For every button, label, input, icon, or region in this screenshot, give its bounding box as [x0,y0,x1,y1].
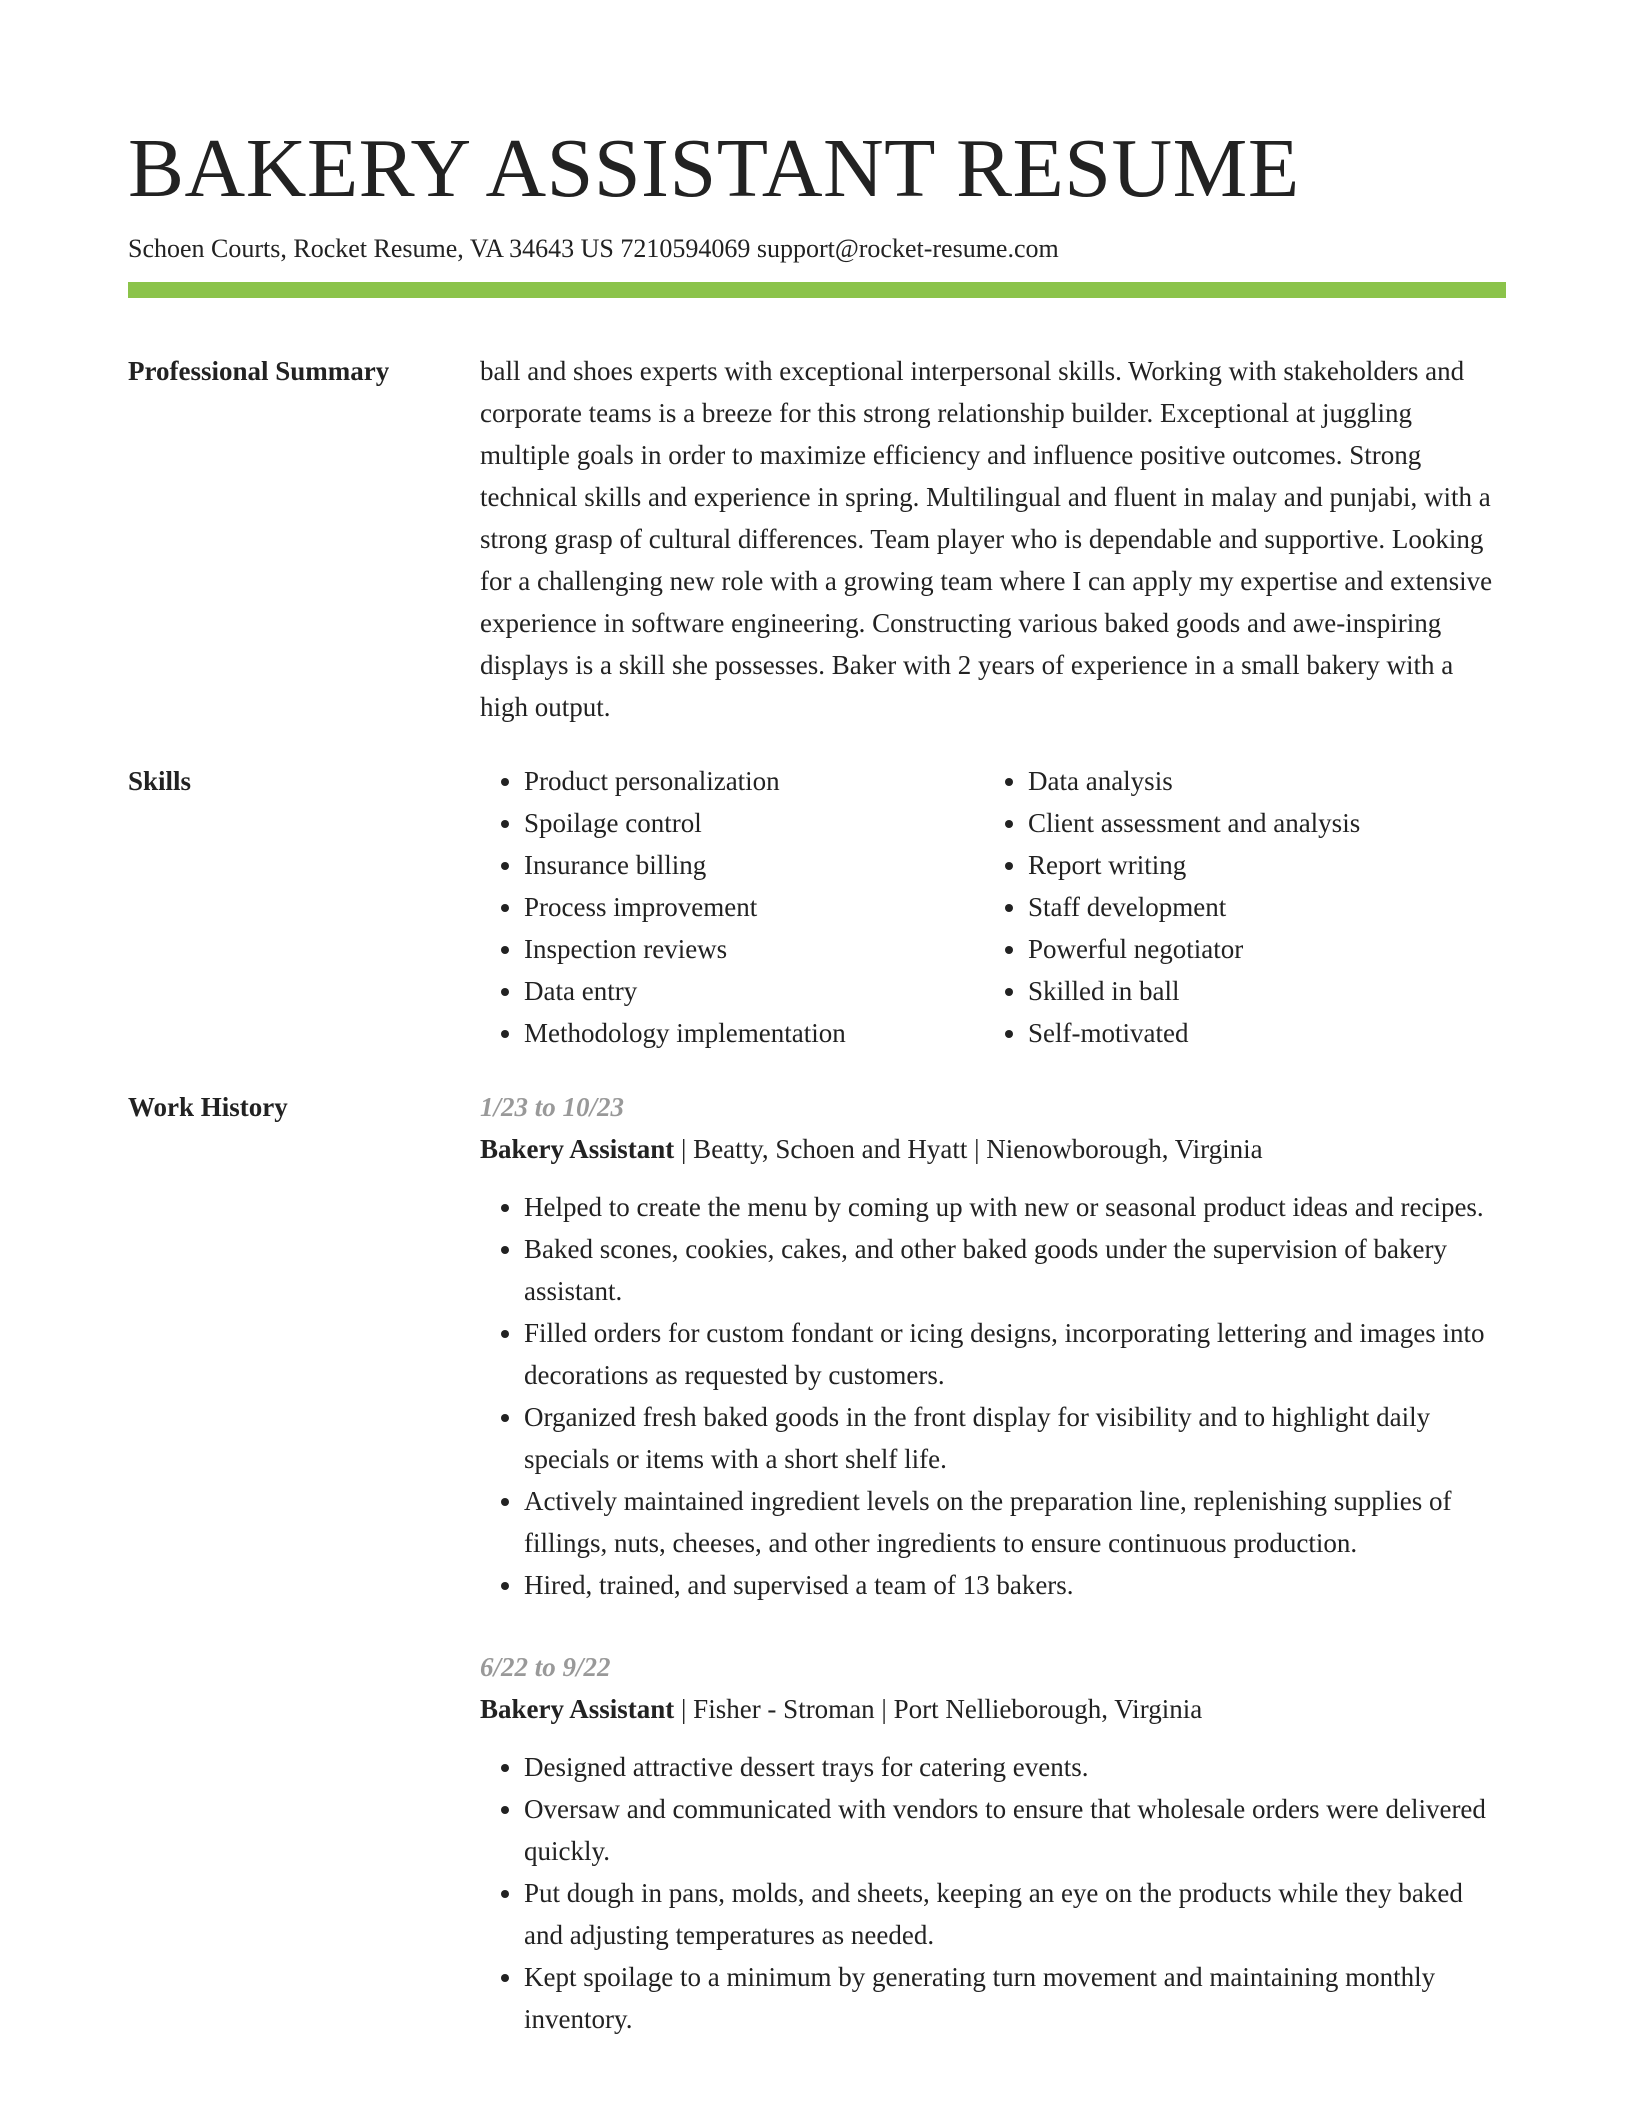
skill-item: • Staff development [1028,886,1506,928]
job-bullet: • Actively maintained ingredient levels on the preparation line, replenishing supplies of fillings, nuts, cheeses, and other ingredients to ensure continuous production. [524,1480,1506,1564]
contact-address: Schoen Courts, Rocket Resume, VA 34643 US [128,234,614,263]
work-history-heading: Work History [128,1092,288,1122]
job-dates: 1/23 to 10/23 [480,1092,625,1122]
skill-item: • Methodology implementation [524,1012,984,1054]
resume-title: BAKERY ASSISTANT RESUME [128,122,1300,215]
job-details: | Beatty, Schoen and Hyatt | Nienowborough, Virginia [674,1134,1263,1164]
job-bullet: • Designed attractive dessert trays for catering events. [524,1746,1506,1788]
job-entry [480,1646,1506,2040]
contact-line [128,232,1506,266]
job-bullets [480,1746,1506,2040]
work-history-body [480,1086,1506,2040]
skill-item: • Insurance billing [524,844,984,886]
contact-email: support@rocket-resume.com [756,234,1059,263]
job-bullet: • Oversaw and communicated with vendors to ensure that wholesale orders were delivered quickly. [524,1788,1506,1872]
job-role: Bakery Assistant [480,1694,675,1724]
skill-item: • Report writing [1028,844,1506,886]
job-dates: 6/22 to 9/22 [480,1652,611,1682]
work-history-section [128,1086,1506,2040]
skills-heading: Skills [128,766,192,796]
job-details: | Fisher - Stroman | Port Nellieborough, Virginia [674,1694,1203,1724]
summary-heading: Professional Summary [128,356,390,386]
job-bullet: • Filled orders for custom fondant or icing designs, incorporating lettering and images into decorations as requested by customers. [524,1312,1506,1396]
job-role: Bakery Assistant [480,1134,675,1164]
skill-item: • Product personalization [524,760,984,802]
job-bullets [480,1186,1506,1606]
summary-section [128,350,1506,728]
header-divider [128,282,1506,298]
skills-columns [480,760,1506,1054]
skill-item: • Powerful negotiator [1028,928,1506,970]
skills-list-left [480,760,984,1054]
job-bullet: • Put dough in pans, molds, and sheets, keeping an eye on the products while they baked and adjusting temperatures as needed. [524,1872,1506,1956]
skill-item: • Spoilage control [524,802,984,844]
skill-item: • Self-motivated [1028,1012,1506,1054]
skills-body [480,760,1506,1054]
job-bullet: • Helped to create the menu by coming up with new or seasonal product ideas and recipes. [524,1186,1506,1228]
job-bullet: • Hired, trained, and supervised a team of 13 bakers. [524,1564,1506,1606]
summary-body [480,350,1506,728]
job-bullet: • Baked scones, cookies, cakes, and other baked goods under the supervision of bakery assistant. [524,1228,1506,1312]
skill-item: • Client assessment and analysis [1028,802,1506,844]
job-entry [480,1086,1506,1606]
skill-item: • Skilled in ball [1028,970,1506,1012]
skill-item: • Data entry [524,970,984,1012]
skills-list-right [984,760,1506,1054]
job-heading [480,1128,1506,1170]
job-bullet: • Organized fresh baked goods in the front display for visibility and to highlight daily specials or items with a short shelf life. [524,1396,1506,1480]
summary-text: ball and shoes experts with exceptional interpersonal skills. Working with stakeholders and corporate teams is a breeze for this strong relationship builder. Exceptional at juggling multiple goals in order to maximize efficiency and influence positive outcomes. Strong technical skills and experience in spring. Multilingual and fluent in malay and punjabi, with a strong grasp of cultural differences. Team player who is dependable and supportive. Looking for a challenging new role with a growing team where I can apply my expertise and extensive experience in software engineering. Constructing various baked goods and awe-inspiring displays is a skill she possesses. Baker with 2 years of experience in a small bakery with a high output. [480,356,1493,722]
job-heading [480,1688,1506,1730]
contact-phone: 7210594069 [620,234,751,263]
skill-item: • Process improvement [524,886,984,928]
skill-item: • Data analysis [1028,760,1506,802]
skills-section [128,760,1506,1054]
job-bullet: • Kept spoilage to a minimum by generating turn movement and maintaining monthly inventory. [524,1956,1506,2040]
skill-item: • Inspection reviews [524,928,984,970]
